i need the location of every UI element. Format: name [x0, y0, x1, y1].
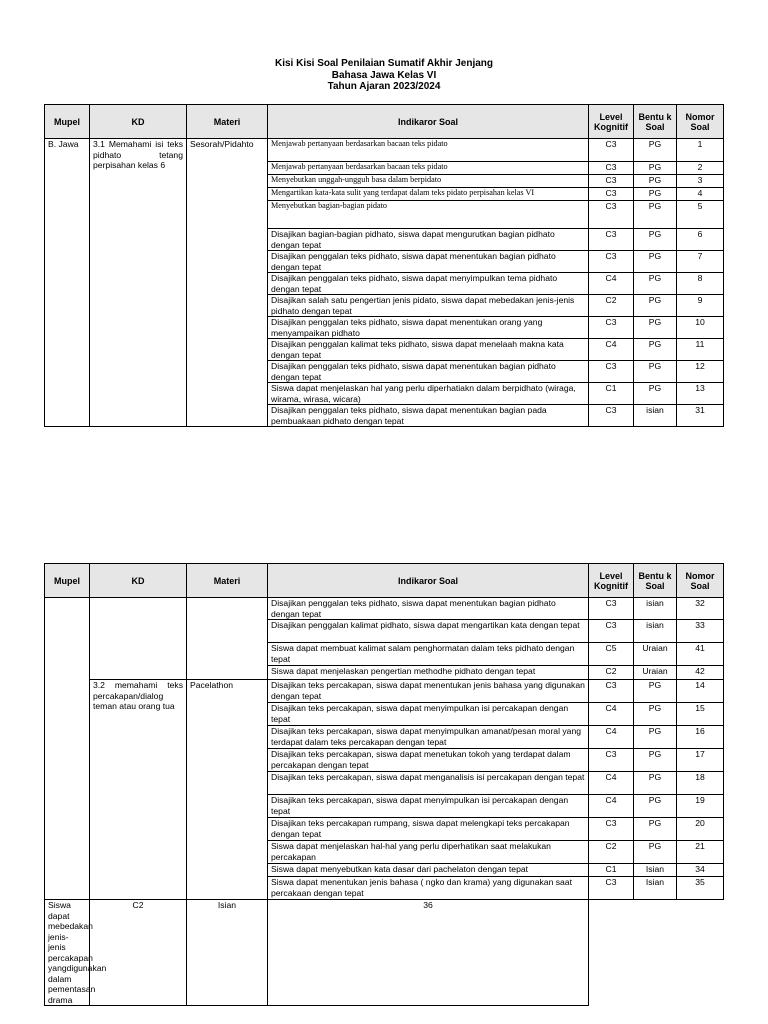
- nomor-cell: 42: [677, 666, 724, 680]
- indikator-cell: Menjawab pertanyaan berdasarkan bacaan teks pidato: [268, 162, 589, 175]
- nomor-cell: 36: [268, 900, 589, 1006]
- bentuk-cell: PG: [634, 201, 677, 229]
- level-cell: C5: [589, 643, 634, 666]
- bentuk-cell: PG: [634, 175, 677, 188]
- title-line-2: Bahasa Jawa Kelas VI: [331, 69, 437, 81]
- indikator-cell: Disajikan salah satu pengertian jenis pidato, siswa dapat mebedakan jenis-jenis pidhato dengan tepat: [268, 295, 589, 317]
- materi-cell-empty: [187, 598, 268, 680]
- nomor-cell: 34: [677, 864, 724, 877]
- nomor-cell: 41: [677, 643, 724, 666]
- level-cell: C3: [589, 680, 634, 703]
- nomor-cell: 19: [677, 795, 724, 818]
- nomor-cell: 3: [677, 175, 724, 188]
- nomor-cell: 20: [677, 818, 724, 841]
- materi-cell: Sesorah/Pidahto: [187, 139, 268, 427]
- level-cell: C4: [589, 703, 634, 726]
- kd-cell: 3.1 Memahami isi teks pidhato tetang perpisahan kelas 6: [90, 139, 187, 427]
- bentuk-cell: PG: [634, 162, 677, 175]
- nomor-cell: 2: [677, 162, 724, 175]
- table-header-row: [45, 105, 724, 139]
- mupel-cell: B. Jawa: [45, 139, 90, 427]
- nomor-cell: 4: [677, 188, 724, 201]
- nomor-cell: 16: [677, 726, 724, 749]
- nomor-cell: 12: [677, 361, 724, 383]
- level-cell: C4: [589, 273, 634, 295]
- document-title: [0, 58, 768, 93]
- bentuk-cell: PG: [634, 703, 677, 726]
- indikator-cell: Disajikan penggalan kalimat teks pidhato, siswa dapat menelaah makna kata dengan tepat: [268, 339, 589, 361]
- level-cell: C3: [589, 162, 634, 175]
- bentuk-cell: PG: [634, 383, 677, 405]
- indikator-cell: Disajikan bagian-bagian pidhato, siswa dapat mengurutkan bagian pidhato dengan tepat: [268, 229, 589, 251]
- indikator-cell: Siswa dapat menyebutkan kata dasar dari pachelaton dengan tepat: [268, 864, 589, 877]
- level-cell: C1: [589, 383, 634, 405]
- level-cell: C3: [589, 175, 634, 188]
- indikator-cell: Disajikan teks percakapan, siswa dapat menyimpulkan isi percakapan dengan tepat: [268, 703, 589, 726]
- indikator-cell: Siswa dapat membuat kalimat salam penghormatan dalam teks pidhato dengan tepat: [268, 643, 589, 666]
- title-line-1: Kisi Kisi Soal Penilaian Sumatif Akhir Jenjang: [274, 58, 494, 69]
- level-cell: C2: [589, 841, 634, 864]
- level-cell: C3: [589, 229, 634, 251]
- table-row: [45, 598, 724, 620]
- indikator-cell: Menjawab pertanyaan berdasarkan bacaan teks pidato: [268, 139, 589, 162]
- level-cell: C3: [589, 877, 634, 900]
- header-bentuk: Bentu k Soal: [634, 564, 677, 598]
- nomor-cell: 1: [677, 139, 724, 162]
- nomor-cell: 13: [677, 383, 724, 405]
- level-cell: C3: [589, 749, 634, 772]
- nomor-cell: 17: [677, 749, 724, 772]
- nomor-cell: 33: [677, 620, 724, 643]
- header-indikator: Indikaror Soal: [268, 564, 589, 598]
- table-header-row: [45, 564, 724, 598]
- bentuk-cell: isian: [634, 405, 677, 427]
- header-materi: Materi: [187, 105, 268, 139]
- indikator-cell: Mengartikan kata-kata sulit yang terdapat dalam teks pidato perpisahan kelas VI: [268, 188, 589, 201]
- indikator-cell: Disajikan teks percakapan rumpang, siswa dapat melengkapi teks percakapan dengan tepat: [268, 818, 589, 841]
- indikator-cell: Disajikan teks percakapan, siswa dapat menyimpulkan amanat/pesan moral yang terdapat dalam teks percakapan dengan tepat: [268, 726, 589, 749]
- title-line-3: Tahun Ajaran 2023/2024: [327, 81, 441, 92]
- level-cell: C3: [589, 405, 634, 427]
- table-row: [45, 139, 724, 162]
- bentuk-cell: PG: [634, 339, 677, 361]
- nomor-cell: 32: [677, 598, 724, 620]
- bentuk-cell: PG: [634, 361, 677, 383]
- level-cell: C4: [589, 795, 634, 818]
- nomor-cell: 9: [677, 295, 724, 317]
- header-kd: KD: [90, 105, 187, 139]
- nomor-cell: 10: [677, 317, 724, 339]
- indikator-cell: Disajikan teks percakapan, siswa dapat menyimpulkan isi percakapan dengan tepat: [268, 795, 589, 818]
- bentuk-cell: Isian: [634, 864, 677, 877]
- indikator-cell: Siswa dapat menjelaskan hal yang perlu diperhatiakn dalam berpidhato (wiraga, wirama, wirasa, wicara): [268, 383, 589, 405]
- level-cell: C1: [589, 864, 634, 877]
- header-indikator: Indikaror Soal: [268, 105, 589, 139]
- nomor-cell: 8: [677, 273, 724, 295]
- bentuk-cell: Isian: [187, 900, 268, 1006]
- bentuk-cell: PG: [634, 251, 677, 273]
- table-row: [45, 680, 724, 703]
- header-level: Level Kognitif: [589, 564, 634, 598]
- header-mupel: Mupel: [45, 564, 90, 598]
- bentuk-cell: PG: [634, 726, 677, 749]
- bentuk-cell: PG: [634, 772, 677, 795]
- indikator-cell: Menyebutkan unggah-ungguh basa dalam berpidato: [268, 175, 589, 188]
- bentuk-cell: PG: [634, 139, 677, 162]
- indikator-cell: Siswa dapat menjelaskan pengertian methodhe pidhato dengan tepat: [268, 666, 589, 680]
- bentuk-cell: Uraian: [634, 666, 677, 680]
- header-bentuk: Bentu k Soal: [634, 105, 677, 139]
- indikator-cell: Disajikan penggalan teks pidhato, siswa dapat menentukan bagian pada pembuakaan pidhato dengan tepat: [268, 405, 589, 427]
- bentuk-cell: Isian: [634, 877, 677, 900]
- indikator-cell: Disajikan teks percakapan, siswa dapat menentukan jenis bahasa yang digunakan dengan tepat: [268, 680, 589, 703]
- table-row: [45, 900, 724, 1006]
- indikator-cell: Disajikan teks percakapan, siswa dapat menganalisis isi percakapan dengan tepat: [268, 772, 589, 795]
- level-cell: C3: [589, 139, 634, 162]
- kisi-table-2: [44, 563, 724, 1006]
- nomor-cell: 15: [677, 703, 724, 726]
- header-kd: KD: [90, 564, 187, 598]
- level-cell: C3: [589, 201, 634, 229]
- level-cell: C3: [589, 251, 634, 273]
- level-cell: C2: [589, 666, 634, 680]
- bentuk-cell: isian: [634, 620, 677, 643]
- indikator-cell: Disajikan penggalan teks pidhato, siswa dapat menentukan orang yang menyampaikan pidhato: [268, 317, 589, 339]
- bentuk-cell: PG: [634, 841, 677, 864]
- indikator-cell: Siswa dapat menentukan jenis bahasa ( ngko dan krama) yang digunakan saat percakaan dengan tepat: [268, 877, 589, 900]
- level-cell: C3: [589, 361, 634, 383]
- level-cell: C3: [589, 188, 634, 201]
- bentuk-cell: PG: [634, 188, 677, 201]
- indikator-cell: Disajikan penggalan teks pidhato, siswa dapat menentukan bagian pidhato dengan tepat: [268, 361, 589, 383]
- bentuk-cell: PG: [634, 317, 677, 339]
- header-mupel: Mupel: [45, 105, 90, 139]
- bentuk-cell: PG: [634, 273, 677, 295]
- kisi-table-1: [44, 104, 724, 427]
- bentuk-cell: PG: [634, 749, 677, 772]
- nomor-cell: 11: [677, 339, 724, 361]
- header-nomor: Nomor Soal: [677, 105, 724, 139]
- bentuk-cell: PG: [634, 818, 677, 841]
- header-level: Level Kognitif: [589, 105, 634, 139]
- bentuk-cell: PG: [634, 680, 677, 703]
- level-cell: C3: [589, 598, 634, 620]
- level-cell: C4: [589, 726, 634, 749]
- indikator-cell: Siswa dapat menjelaskan hal-hal yang perlu diperhatikan saat melakukan percakapan: [268, 841, 589, 864]
- header-nomor: Nomor Soal: [677, 564, 724, 598]
- kd-cell: 3.2 memahami teks percakapan/dialog teman atau orang tua: [90, 680, 187, 900]
- level-cell: C2: [589, 295, 634, 317]
- nomor-cell: 18: [677, 772, 724, 795]
- nomor-cell: 31: [677, 405, 724, 427]
- mupel-cell-empty: [45, 598, 90, 900]
- indikator-cell: Disajikan penggalan kalimat pidhato, siswa dapat mengartikan kata dengan tepat: [268, 620, 589, 643]
- nomor-cell: 6: [677, 229, 724, 251]
- header-materi: Materi: [187, 564, 268, 598]
- nomor-cell: 5: [677, 201, 724, 229]
- level-cell: C3: [589, 317, 634, 339]
- level-cell: C4: [589, 772, 634, 795]
- nomor-cell: 35: [677, 877, 724, 900]
- indikator-cell: Disajikan teks percakapan, siswa dapat menetukan tokoh yang terdapat dalam percakapan dengan tepat: [268, 749, 589, 772]
- bentuk-cell: PG: [634, 229, 677, 251]
- level-cell: C3: [589, 620, 634, 643]
- indikator-cell: Disajikan penggalan teks pidhato, siswa dapat menentukan bagian pidhato dengan tepat: [268, 251, 589, 273]
- level-cell: C4: [589, 339, 634, 361]
- indikator-cell: Siswa dapat mebedakan jenis-jenis percakapan yangdigunakan dalam pementasan drama: [45, 900, 90, 1006]
- bentuk-cell: PG: [634, 795, 677, 818]
- bentuk-cell: Uraian: [634, 643, 677, 666]
- bentuk-cell: PG: [634, 295, 677, 317]
- indikator-cell: Menyebutkan bagian-bagian pidato: [268, 201, 589, 229]
- nomor-cell: 7: [677, 251, 724, 273]
- materi-cell: Pacelathon: [187, 680, 268, 900]
- level-cell: C3: [589, 818, 634, 841]
- indikator-cell: Disajikan penggalan teks pidhato, siswa dapat menentukan bagian pidhato dengan tepat: [268, 598, 589, 620]
- bentuk-cell: isian: [634, 598, 677, 620]
- nomor-cell: 21: [677, 841, 724, 864]
- kd-cell-empty: [90, 598, 187, 680]
- level-cell: C2: [90, 900, 187, 1006]
- indikator-cell: Disajikan penggalan teks pidhato, siswa dapat menyimpulkan tema pidhato dengan tepat: [268, 273, 589, 295]
- nomor-cell: 14: [677, 680, 724, 703]
